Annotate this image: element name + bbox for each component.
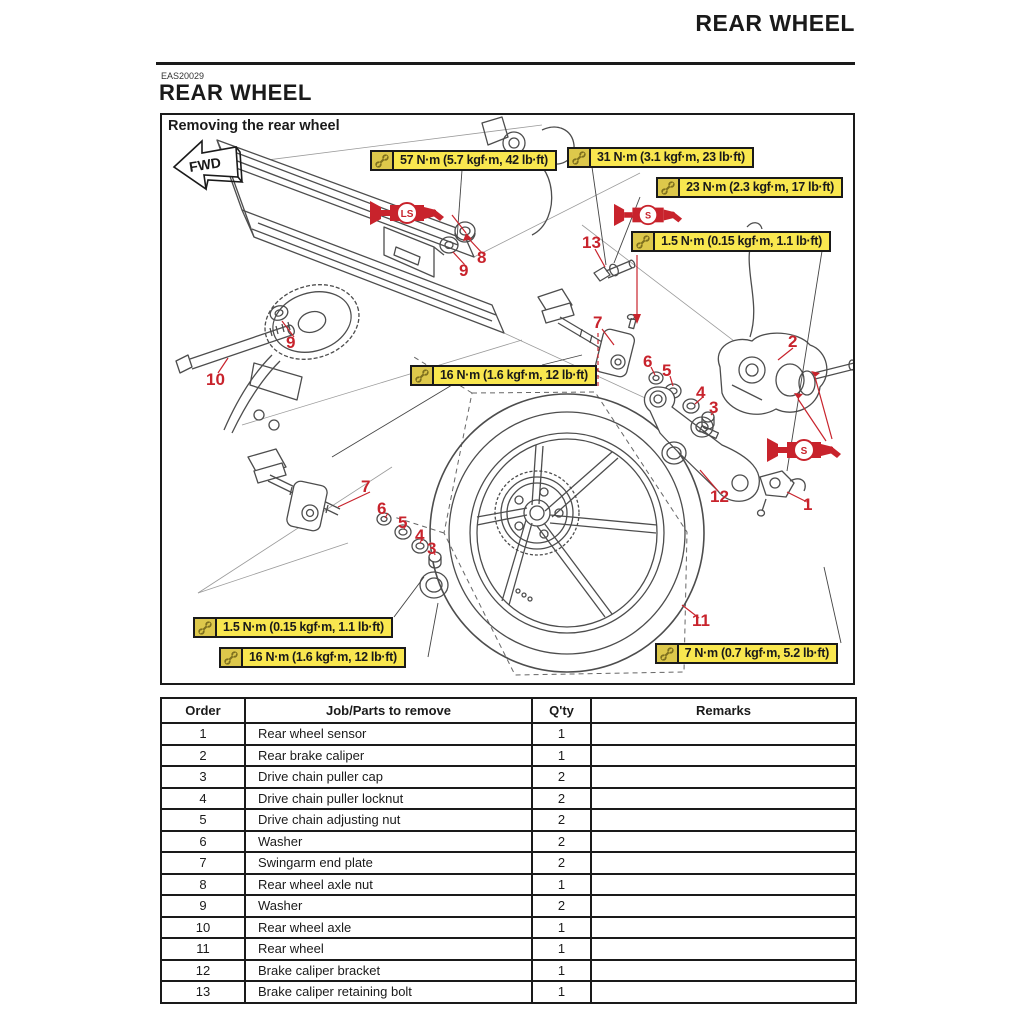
torque-callout-1-5-lower: [193, 617, 393, 638]
cell-order: 13: [161, 981, 245, 1003]
cell-remarks: [591, 723, 856, 745]
header-rule: [156, 62, 855, 65]
cell-remarks: [591, 895, 856, 917]
line-art: [176, 117, 853, 672]
cell-order: 3: [161, 766, 245, 788]
table-row: [161, 809, 856, 831]
chain-puller-lower: [248, 449, 448, 598]
cell-qty: 2: [532, 788, 591, 810]
fwd-arrow-icon: [174, 141, 242, 189]
part-label-10: 10: [206, 370, 225, 389]
exploded-diagram: [160, 113, 855, 685]
cell-remarks: [591, 917, 856, 939]
table-row: [161, 874, 856, 896]
cell-qty: 2: [532, 831, 591, 853]
cell-qty: 1: [532, 874, 591, 896]
wrench-icon: [657, 645, 679, 662]
cell-remarks: [591, 938, 856, 960]
cell-order: 10: [161, 917, 245, 939]
cell-remarks: [591, 788, 856, 810]
header-remarks: Remarks: [591, 698, 856, 723]
torque-value: 23 N·m (2.3 kgf·m, 17 lb·ft): [686, 180, 834, 194]
table-row: [161, 766, 856, 788]
part-label-1: 1: [803, 495, 813, 514]
cell-qty: 2: [532, 809, 591, 831]
torque-value: 1.5 N·m (0.15 kgf·m, 1.1 lb·ft): [661, 234, 822, 248]
cell-order: 11: [161, 938, 245, 960]
cell-remarks: [591, 831, 856, 853]
cell-remarks: [591, 852, 856, 874]
cell-job: Washer: [245, 895, 532, 917]
part-label-5-lower: 5: [398, 513, 408, 532]
torque-value: 31 N·m (3.1 kgf·m, 23 lb·ft): [597, 150, 745, 164]
cell-job: Rear wheel: [245, 938, 532, 960]
grease-symbol-s-lower: [767, 438, 841, 462]
part-label-6-lower: 6: [377, 499, 387, 518]
torque-value: 16 N·m (1.6 kgf·m, 12 lb·ft): [440, 368, 588, 382]
cell-job: Drive chain puller cap: [245, 766, 532, 788]
running-head: REAR WHEEL: [695, 10, 855, 36]
table-row: [161, 981, 856, 1003]
cell-remarks: [591, 981, 856, 1003]
part-label-6-upper: 6: [643, 352, 653, 371]
part-label-13: 13: [582, 233, 601, 252]
cell-qty: 2: [532, 766, 591, 788]
wrench-icon: [633, 233, 655, 250]
part-label-3-upper: 3: [709, 398, 719, 417]
header-job: Job/Parts to remove: [245, 698, 532, 723]
wrench-icon: [412, 367, 434, 384]
part-label-7-lower: 7: [361, 477, 371, 496]
cell-job: Rear wheel sensor: [245, 723, 532, 745]
cell-qty: 1: [532, 723, 591, 745]
table-row: [161, 917, 856, 939]
part-label-11: 11: [692, 611, 710, 630]
table-header-row: [161, 698, 856, 723]
cell-qty: 1: [532, 917, 591, 939]
torque-callout-16-middle: [410, 365, 597, 386]
cell-remarks: [591, 960, 856, 982]
diagram-title: Removing the rear wheel: [168, 118, 340, 134]
page-title: REAR WHEEL: [159, 80, 312, 105]
cell-remarks: [591, 874, 856, 896]
parts-table: [160, 697, 857, 1004]
header-order: Order: [161, 698, 245, 723]
section-code: EAS20029: [161, 71, 205, 81]
part-label-7-upper: 7: [593, 313, 603, 332]
cell-qty: 2: [532, 852, 591, 874]
table-row: [161, 723, 856, 745]
wrench-icon: [372, 152, 394, 169]
cell-remarks: [591, 809, 856, 831]
cell-job: Drive chain adjusting nut: [245, 809, 532, 831]
dashed-outline: [394, 357, 687, 675]
cell-order: 2: [161, 745, 245, 767]
table-row: [161, 960, 856, 982]
cell-job: Rear wheel axle: [245, 917, 532, 939]
svg-text:LS: LS: [400, 209, 414, 220]
grease-symbol-s-upper: [614, 204, 682, 226]
cell-order: 1: [161, 723, 245, 745]
exploded-view-drawing: [162, 115, 853, 683]
rear-wheel-sensor: [758, 471, 806, 516]
part-label-12: 12: [710, 487, 729, 506]
wrench-icon: [569, 149, 591, 166]
cell-qty: 2: [532, 895, 591, 917]
cell-job: Washer: [245, 831, 532, 853]
wrench-icon: [195, 619, 217, 636]
header-qty: Q'ty: [532, 698, 591, 723]
table-row: [161, 852, 856, 874]
torque-callout-31: [567, 147, 754, 168]
cell-order: 9: [161, 895, 245, 917]
table-row: [161, 895, 856, 917]
torque-callout-23: [656, 177, 843, 198]
cell-remarks: [591, 766, 856, 788]
cell-order: 4: [161, 788, 245, 810]
table-row: [161, 938, 856, 960]
part-label-5-upper: 5: [662, 361, 672, 380]
cell-job: Brake caliper retaining bolt: [245, 981, 532, 1003]
torque-callout-7: [655, 643, 838, 664]
cell-order: 8: [161, 874, 245, 896]
part-label-9-left: 9: [286, 333, 296, 352]
torque-callout-57: [370, 150, 557, 171]
cell-qty: 1: [532, 745, 591, 767]
cell-job: Drive chain puller locknut: [245, 788, 532, 810]
wrench-icon: [658, 179, 680, 196]
part-label-8: 8: [477, 248, 487, 267]
torque-callout-16-lower: [219, 647, 406, 668]
torque-callout-1-5-upper: [631, 231, 831, 252]
cell-order: 12: [161, 960, 245, 982]
svg-text:S: S: [800, 446, 808, 457]
cell-order: 7: [161, 852, 245, 874]
part-label-4-lower: 4: [415, 526, 425, 545]
cell-job: Rear brake caliper: [245, 745, 532, 767]
part-label-3-lower: 3: [427, 539, 437, 558]
cell-job: Brake caliper bracket: [245, 960, 532, 982]
torque-value: 16 N·m (1.6 kgf·m, 12 lb·ft): [249, 650, 397, 664]
cell-qty: 1: [532, 981, 591, 1003]
wrench-icon: [221, 649, 243, 666]
torque-value: 1.5 N·m (0.15 kgf·m, 1.1 lb·ft): [223, 620, 384, 634]
torque-value: 57 N·m (5.7 kgf·m, 42 lb·ft): [400, 153, 548, 167]
part-label-2: 2: [788, 332, 798, 351]
cell-order: 5: [161, 809, 245, 831]
table-row: [161, 831, 856, 853]
part-label-4-upper: 4: [696, 383, 706, 402]
torque-value: 7 N·m (0.7 kgf·m, 5.2 lb·ft): [684, 646, 829, 660]
cell-remarks: [591, 745, 856, 767]
svg-text:S: S: [644, 210, 652, 221]
table-row: [161, 788, 856, 810]
table-row: [161, 745, 856, 767]
cell-job: Swingarm end plate: [245, 852, 532, 874]
cell-order: 6: [161, 831, 245, 853]
cell-qty: 1: [532, 960, 591, 982]
part-label-9-upper: 9: [459, 261, 469, 280]
svg-text:FWD: FWD: [187, 154, 222, 175]
cell-qty: 1: [532, 938, 591, 960]
cell-job: Rear wheel axle nut: [245, 874, 532, 896]
